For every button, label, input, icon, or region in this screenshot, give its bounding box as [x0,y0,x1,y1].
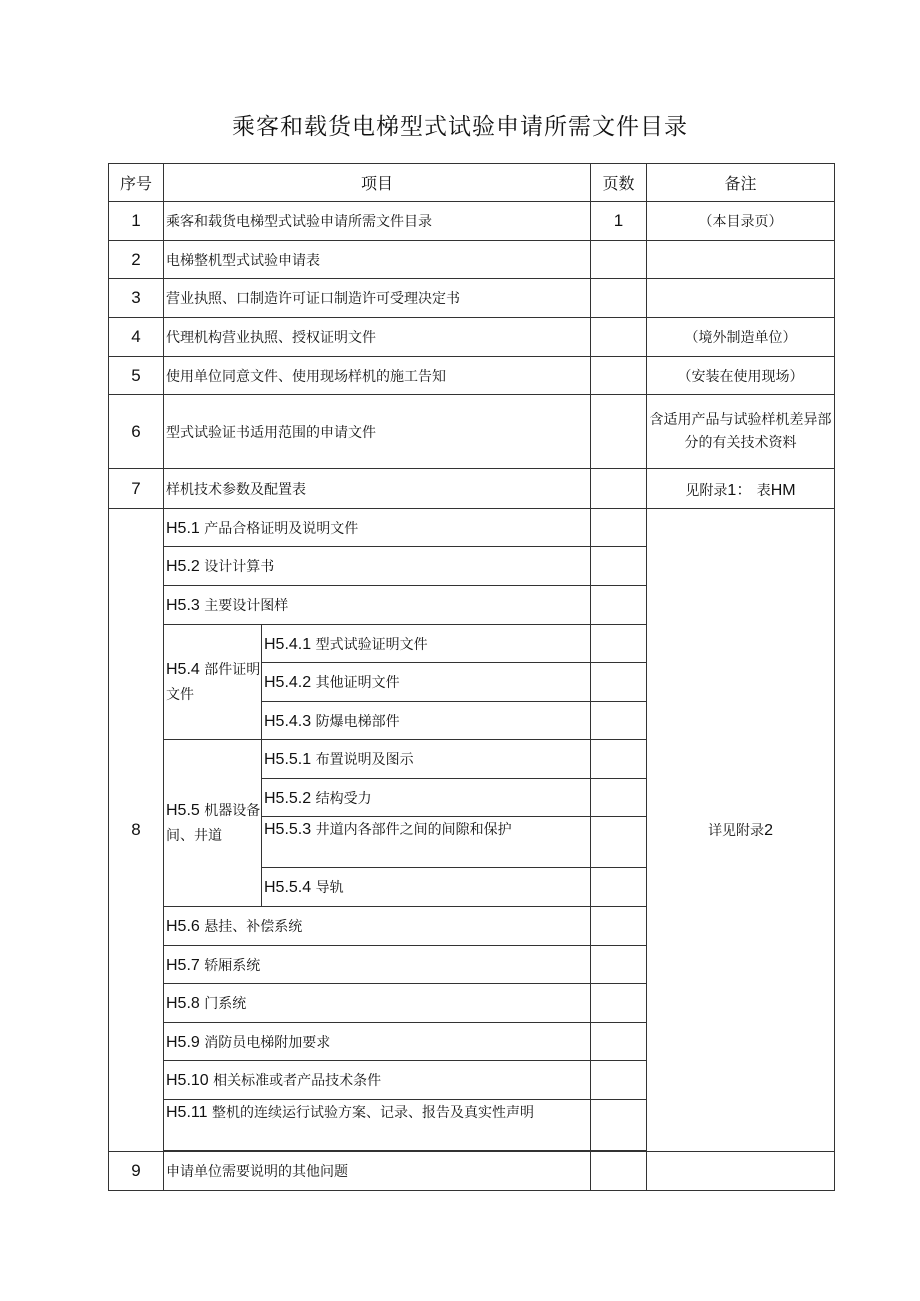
row-pages [591,625,647,663]
item-code: H5.4.3 [264,712,312,730]
row-pages [591,395,647,469]
row-item: 营业执照、口制造许可证口制造许可受理决定书 [164,279,591,318]
item-code: H5.4.2 [264,674,312,691]
header-item: 项目 [164,164,591,202]
row-remark: （安装在使用现场） [647,357,835,395]
header-remark: 备注 [647,164,835,202]
group-label [164,625,262,740]
row-item [164,1061,591,1100]
row-item: 电梯整机型式试验申请表 [164,241,591,279]
table-row [109,357,835,395]
row-pages [591,1100,647,1151]
remark-text: 见附录 [685,483,728,499]
row-pages [591,357,647,395]
row-item: 使用单位同意文件、使用现场样机的施工告知 [164,357,591,395]
item-text: 部件证明文件 [166,661,261,703]
row-item [262,868,591,907]
row-remark: （境外制造单位） [647,318,835,357]
item-code: H5.10 [166,1072,209,1089]
row-item [164,547,591,586]
table-header-row [109,164,835,202]
row-seq: 8 [109,509,164,1152]
row-pages [591,946,647,984]
row-item: 样机技术参数及配置表 [164,469,591,509]
item-text: 机器设备间、井道 [166,802,261,844]
item-text: 轿厢系统 [204,957,261,974]
row-item [164,946,591,984]
row-pages [591,469,647,509]
row-item: 型式试验证书适用范围的申请文件 [164,395,591,469]
item-text: 相关标准或者产品技术条件 [213,1073,382,1089]
row-item: 申请单位需要说明的其他问题 [164,1152,591,1191]
row-pages [591,702,647,740]
remark-code: 1： [727,482,753,499]
row-pages [591,984,647,1023]
item-code: H5.11 [166,1104,208,1121]
row-seq: 3 [109,279,164,318]
item-text: 设计计算书 [204,559,275,575]
item-code: H5.8 [166,995,200,1012]
row-pages [591,586,647,625]
item-text: 井道内各部件之间的间隙和保护 [315,822,512,838]
row-item [164,586,591,625]
row-remark [647,509,835,1152]
page-title: 乘客和载货电梯型式试验申请所需文件目录 [232,114,688,140]
row-remark: 含适用产品与试验样机差异部分的有关技术资料 [647,395,835,469]
item-code: H5.5.3 [264,821,312,838]
row-seq: 5 [109,357,164,395]
row-seq: 1 [109,202,164,241]
row-seq: 6 [109,395,164,469]
remark-text: 表 [756,483,771,499]
table-row [109,469,835,509]
table-row [109,509,835,547]
row-remark [647,1152,835,1191]
row-remark: （本目录页） [647,202,835,241]
row-seq: 7 [109,469,164,509]
table-row [109,202,835,241]
row-item [262,702,591,740]
item-text: 布置说明及图示 [315,752,414,768]
item-code: H5.2 [166,558,200,575]
row-pages [591,817,647,868]
item-code: H5.9 [166,1033,200,1051]
table-row [109,1152,835,1191]
table-row [109,318,835,357]
row-pages [591,663,647,702]
document-table [108,163,835,1191]
item-text: 防爆电梯部件 [315,713,400,730]
item-code: H5.1 [166,519,200,537]
row-item [164,1100,591,1151]
item-code: H5.5.2 [264,789,312,807]
row-pages [591,779,647,817]
item-text: 主要设计图样 [204,598,289,614]
row-item [262,817,591,868]
row-seq: 4 [109,318,164,357]
row-item [164,907,591,946]
remark-code: HM [770,482,796,499]
row-item: 乘客和载货电梯型式试验申请所需文件目录 [164,202,591,241]
item-text: 其他证明文件 [315,675,400,691]
row-remark [647,279,835,318]
item-code: H5.7 [166,956,200,974]
item-text: 悬挂、补偿系统 [204,919,303,935]
row-pages [591,241,647,279]
row-remark [647,241,835,279]
item-text: 产品合格证明及说明文件 [204,520,359,537]
row-pages [591,740,647,779]
header-pages: 页数 [591,164,647,202]
row-pages [591,1152,647,1191]
table-row [109,241,835,279]
remark-text: 详见附录 [708,823,765,839]
item-code: H5.3 [166,597,200,614]
row-item: 代理机构营业执照、授权证明文件 [164,318,591,357]
row-item [164,1023,591,1061]
item-text: 门系统 [204,996,247,1012]
row-pages [591,1061,647,1100]
item-code: H5.6 [166,918,200,935]
row-pages [591,318,647,357]
row-pages [591,1023,647,1061]
row-item [262,663,591,702]
row-item [262,740,591,779]
item-text: 型式试验证明文件 [315,636,428,653]
header-seq: 序号 [109,164,164,202]
item-text: 消防员电梯附加要求 [204,1034,331,1051]
row-item [164,509,591,547]
row-pages [591,907,647,946]
row-item [262,779,591,817]
row-remark [647,469,835,509]
item-code: H5.5 [166,801,200,819]
table-row [109,395,835,469]
item-text: 整机的连续运行试验方案、记录、报告及真实性声明 [211,1105,534,1121]
row-seq: 2 [109,241,164,279]
item-text: 结构受力 [315,790,372,807]
row-pages [591,279,647,318]
remark-code: 2 [764,822,773,839]
row-pages [591,509,647,547]
row-item [262,625,591,663]
item-code: H5.4 [166,660,200,678]
row-pages [591,547,647,586]
row-seq: 9 [109,1152,164,1191]
item-code: H5.5.1 [264,751,312,768]
item-code: H5.5.4 [264,879,312,896]
row-pages [591,868,647,907]
row-pages: 1 [591,202,647,241]
row-item [164,984,591,1023]
group-label [164,740,262,907]
item-text: 导轨 [315,880,344,896]
table-row [109,279,835,318]
item-code: H5.4.1 [264,635,312,653]
